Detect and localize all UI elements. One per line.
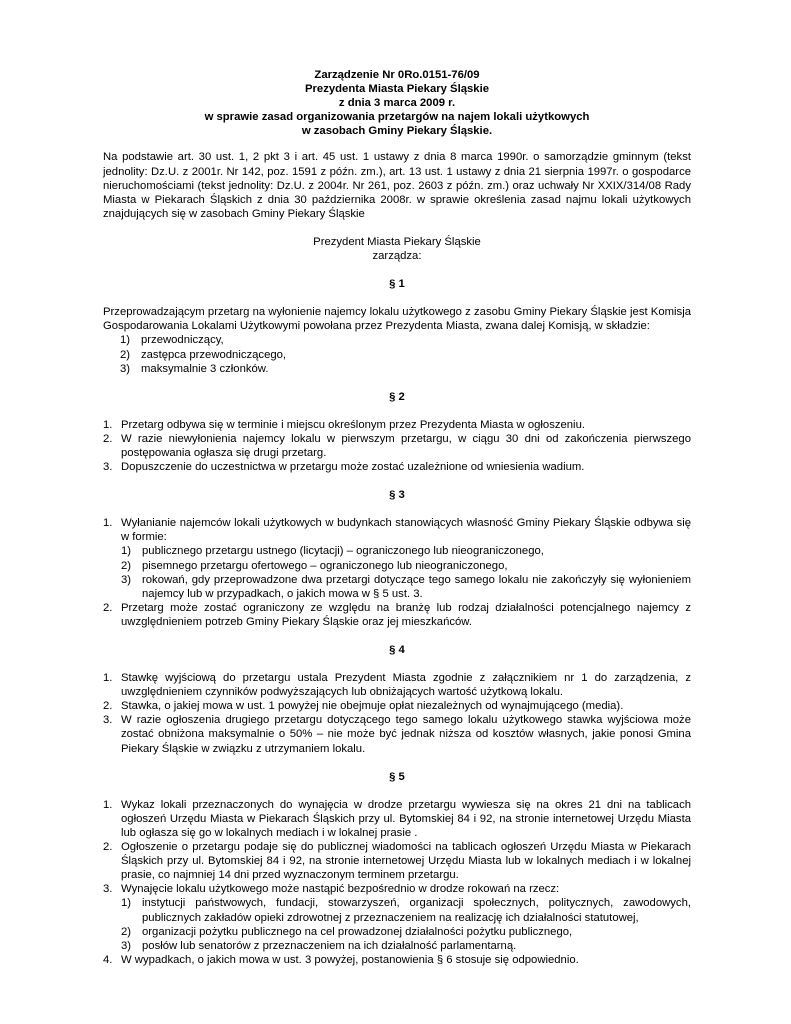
list-item (121, 559, 691, 573)
list-item (103, 953, 691, 967)
document-page (103, 68, 691, 967)
list-item (120, 362, 691, 376)
list-item (121, 573, 691, 601)
decree-block (103, 235, 691, 263)
list-text: Przetarg może zostać ograniczony ze względu na branżę lub rodzaj działalności potencjalnego najemcy z uwzględnieniem potrzeb Gminy Piekary Śląskie oraz jej mieszkańców. (121, 601, 691, 628)
legal-basis-paragraph: Na podstawie art. 30 ust. 1, 2 pkt 3 i art. 45 ust. 1 ustawy z dnia 8 marca 1990r. o samorządzie gminnym (tekst jednolity: Dz.U. z 2001r. Nr 142, poz. 1591 z późn. zm.), art. 13 ust. 1 ustawy z dnia 21 sierpnia 1997r. o gospodarce nieruchomościami (tekst jednolity: Dz.U. z 2004r. Nr 261, poz. 2603 z późn. zm.) oraz uchwały Nr XXIX/314/08 Rady Miasta w Piekarach Śląskich z dnia 30 października 2008r. w sprawie określenia zasad najmu lokali użytkowych znajdujących się w zasobach Gminy Piekary Śląskie (103, 151, 691, 220)
section-5-list (103, 798, 691, 967)
list-number: 1) (121, 545, 132, 558)
section-4-list (103, 671, 691, 756)
list-item (120, 348, 691, 362)
list-number: 2. (103, 841, 113, 854)
document-title (103, 68, 691, 138)
list-text: Stawkę wyjściową do przetargu ustala Prezydent Miasta zgodnie z załącznikiem nr 1 do zarządzenia, z uwzględnieniem czynników podwyższających lub obniżających wartość użytkową lokalu. (121, 672, 691, 699)
title-line-subject-cont: w zasobach Gminy Piekary Śląskie. (301, 125, 493, 138)
list-number: 1. (103, 418, 113, 431)
list-number: 2) (121, 559, 132, 572)
list-number: 2) (121, 925, 132, 938)
list-text: organizacji pożytku publicznego na cel prowadzonej działalności pożytku publicznego, (142, 925, 573, 938)
list-number: 1. (103, 798, 113, 811)
list-item (103, 601, 691, 629)
section-2-list (103, 418, 691, 474)
list-item (103, 432, 691, 460)
list-text: W razie ogłoszenia drugiego przetargu dotyczącego tego samego lokalu użytkowego stawka wyjściowa może zostać obniżona maksymalnie o 50% – nie może być jednak niższa od kosztów własnych, jakie ponosi Gmina Piekary Śląskie w związku z utrzymaniem lokalu. (121, 714, 691, 755)
section-3-heading: § 3 (389, 489, 405, 502)
title-line-number: Zarządzenie Nr 0Ro.0151-76/09 (314, 69, 480, 81)
section-3-forms (121, 544, 691, 600)
list-text: instytucji państwowych, fundacji, stowarzyszeń, organizacji społecznych, politycznych, zawodowych, publicznych zakładów opieki zdrowotnej z przeznaczeniem na realizację ich działalności statutowej, (142, 897, 691, 924)
list-text: Przetarg odbywa się w terminie i miejscu określonym przez Prezydenta Miasta w ogłoszeniu. (121, 418, 585, 431)
list-number: 3) (121, 573, 132, 586)
list-item (103, 699, 691, 713)
list-item (103, 798, 691, 840)
list-number: 2. (103, 700, 113, 713)
list-text: rokowań, gdy przeprowadzone dwa przetargi dotyczące tego samego lokalu nie zakończyły się wyłonieniem najemcy lub w przypadkach, o jakich mowa w § 5 ust. 3. (142, 573, 691, 600)
title-line-issuer: Prezydenta Miasta Piekary Śląskie (305, 83, 489, 96)
list-number: 3. (103, 461, 113, 474)
list-number: 1) (120, 334, 131, 347)
list-text: W wypadkach, o jakich mowa w ust. 3 powyżej, postanowienia § 6 stosuje się odpowiednio. (121, 953, 579, 966)
list-text: publicznego przetargu ustnego (licytacji) – ograniczonego lub nieograniczonego, (142, 545, 544, 558)
list-item (103, 460, 691, 474)
list-text: Wyłanianie najemców lokali użytkowych w budynkach stanowiących własność Gminy Piekary Śląskie odbywa się w formie: (121, 517, 691, 544)
list-item (121, 939, 691, 953)
decree-verb: zarządza: (372, 250, 422, 263)
list-number: 1. (103, 672, 113, 685)
list-number: 2) (120, 348, 131, 361)
list-text: Dopuszczenie do uczestnictwa w przetargu może zostać uzależnione od wniesienia wadium. (121, 461, 585, 474)
list-item (103, 671, 691, 699)
list-number: 2. (103, 601, 113, 614)
list-text: Stawka, o jakiej mowa w ust. 1 powyżej nie obejmuje opłat niezależnych od wynajmującego (media). (121, 700, 624, 713)
list-text: pisemnego przetargu ofertowego – ograniczonego lub nieograniczonego, (142, 559, 508, 572)
list-number: 3) (120, 362, 131, 375)
list-text: maksymalnie 3 członków. (141, 362, 269, 375)
title-line-date: z dnia 3 marca 2009 r. (338, 97, 456, 110)
section-5-heading: § 5 (389, 770, 405, 783)
list-text: zastępca przewodniczącego, (141, 348, 287, 361)
list-item (120, 333, 691, 347)
decree-issuer: Prezydent Miasta Piekary Śląskie (313, 235, 481, 248)
list-number: 1. (103, 517, 113, 530)
list-number: 1) (121, 897, 132, 910)
list-text: przewodniczący, (141, 334, 224, 347)
list-item (121, 896, 691, 924)
list-item (103, 882, 691, 952)
list-number: 3. (103, 714, 113, 727)
section-1-text: Przeprowadzającym przetarg na wyłonienie najemcy lokalu użytkowego z zasobu Gminy Piekary Śląskie jest Komisja Gospodarowania Lokalami Użytkowymi powołana przez Prezydenta Miasta, zwana dalej Komisją, w składzie: (103, 306, 691, 333)
list-number: 2. (103, 432, 113, 445)
section-4-heading: § 4 (389, 644, 405, 656)
list-item (121, 544, 691, 558)
list-item (103, 840, 691, 882)
section-5-recipients (121, 896, 691, 952)
list-number: 4. (103, 953, 113, 966)
list-item (103, 418, 691, 432)
list-text: W razie niewyłonienia najemcy lokalu w pierwszym przetargu, w ciągu 30 dni od zakończenia pierwszego postępowania ogłasza się drugi przetarg. (121, 432, 691, 459)
section-1-members (103, 333, 691, 375)
list-item (103, 516, 691, 601)
section-1-heading: § 1 (389, 278, 405, 291)
section-3-list (103, 516, 691, 629)
list-text: Wynajęcie lokalu użytkowego może nastąpić bezpośrednio w drodze rokowań na rzecz: (121, 883, 560, 896)
list-item (121, 925, 691, 939)
list-number: 3. (103, 883, 113, 896)
list-number: 3) (121, 939, 132, 952)
title-line-subject: w sprawie zasad organizowania przetargów na najem lokali użytkowych (204, 111, 590, 124)
list-text: Ogłoszenie o przetargu podaje się do publicznej wiadomości na tablicach ogłoszeń Urzędu Miasta w Piekarach Śląskich przy ul. Bytomskiej 84 i 92, na stronie internetowej Urzędu Miasta lub w lokalnych mediach i w lokalnej prasie, co najmniej 14 dni przed wyznaczonym terminem przetargu. (121, 841, 691, 882)
list-item (103, 713, 691, 755)
list-text: Wykaz lokali przeznaczonych do wynajęcia w drodze przetargu wywiesza się na okres 21 dni na tablicach ogłoszeń Urzędu Miasta w Piekarach Śląskich przy ul. Bytomskiej 84 i 92, na stronie internetowej Urzędu Miasta lub ogłasza się go w lokalnych mediach i w lokalnej prasie . (121, 798, 691, 839)
section-2-heading: § 2 (389, 390, 405, 403)
list-text: posłów lub senatorów z przeznaczeniem na ich działalność parlamentarną. (142, 939, 517, 952)
